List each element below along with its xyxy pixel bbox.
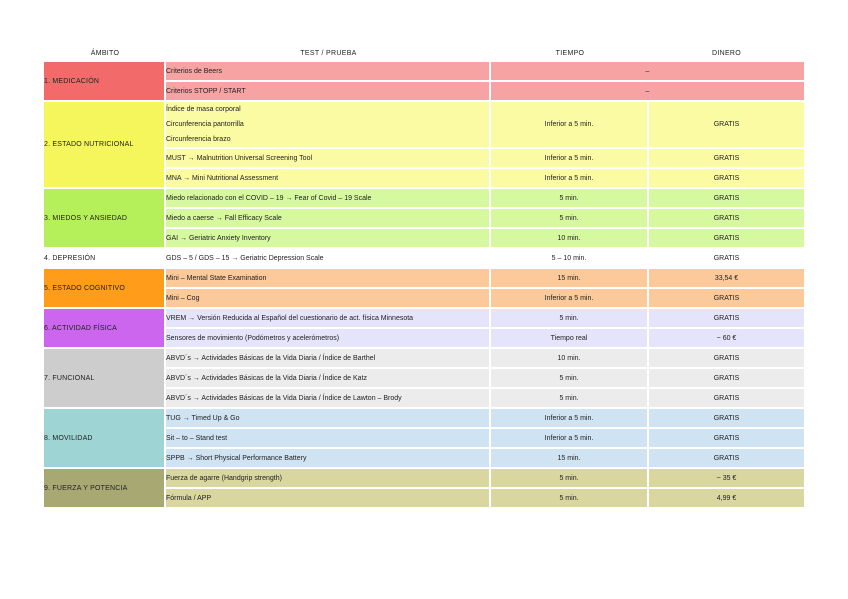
ambito-cell: 6. ACTIVIDAD FÍSICA xyxy=(44,309,166,347)
test-cell xyxy=(166,82,491,100)
test-name: Sit – to – Stand test xyxy=(166,434,228,442)
dinero-cell: GRATIS xyxy=(649,289,804,307)
tiempo-cell: 15 min. xyxy=(491,269,649,287)
test-cell xyxy=(166,229,491,247)
table-row xyxy=(44,249,804,267)
test-cell xyxy=(166,309,491,327)
test-name: Mini – Mental State Examination xyxy=(166,274,267,282)
test-name: Criterios de Beers xyxy=(166,67,223,75)
test-name: Fórmula / APP xyxy=(166,494,212,502)
tiempo-cell: Inferior a 5 min. xyxy=(491,169,649,187)
test-cell xyxy=(166,169,491,187)
table-row xyxy=(44,269,804,287)
tiempo-cell: Inferior a 5 min. xyxy=(491,149,649,167)
tiempo-cell: 5 min. xyxy=(491,189,649,207)
tiempo-cell: Inferior a 5 min. xyxy=(491,289,649,307)
test-name: MUST → Malnutrition Universal Screening Tool xyxy=(166,154,313,162)
test-name: GAI → Geriatric Anxiety Inventory xyxy=(166,234,271,242)
dinero-cell: ~ 35 € xyxy=(649,469,804,487)
table-row xyxy=(44,349,804,367)
tiempo-cell: Tiempo real xyxy=(491,329,649,347)
tiempo-cell: 5 min. xyxy=(491,469,649,487)
dinero-cell: GRATIS xyxy=(649,169,804,187)
test-name: ABVD´s → Actividades Básicas de la Vida Diaria / Índice de Lawton – Brody xyxy=(166,394,402,402)
table-row xyxy=(44,189,804,207)
test-name: TUG → Timed Up & Go xyxy=(166,414,240,422)
test-name: SPPB → Short Physical Performance Battery xyxy=(166,454,307,462)
test-name: ABVD´s → Actividades Básicas de la Vida Diaria / Índice de Katz xyxy=(166,374,368,382)
dinero-cell: 4,99 € xyxy=(649,489,804,507)
ambito-cell: 5. ESTADO COGNITIVO xyxy=(44,269,166,307)
dinero-cell: 33,54 € xyxy=(649,269,804,287)
test-name: Circunferencia brazo xyxy=(166,136,231,143)
test-name: Circunferencia pantorrilla xyxy=(166,121,244,128)
tiempo-cell: Inferior a 5 min. xyxy=(491,409,649,427)
dinero-cell: GRATIS xyxy=(649,102,804,147)
test-cell xyxy=(166,189,491,207)
dinero-cell: GRATIS xyxy=(649,389,804,407)
table-row xyxy=(44,102,804,147)
test-cell xyxy=(166,269,491,287)
test-name: Criterios STOPP / START xyxy=(166,87,246,95)
table-body xyxy=(44,62,804,507)
dinero-cell: GRATIS xyxy=(649,349,804,367)
tiempo-cell: 5 min. xyxy=(491,309,649,327)
test-name: ABVD´s → Actividades Básicas de la Vida Diaria / Índice de Barthel xyxy=(166,354,376,362)
tiempo-cell: 10 min. xyxy=(491,349,649,367)
ambito-cell: 9. FUERZA Y POTENCIA xyxy=(44,469,166,507)
test-cell xyxy=(166,102,491,147)
table-row xyxy=(44,409,804,427)
table-row xyxy=(44,309,804,327)
test-cell xyxy=(166,369,491,387)
header-dinero: DINERO xyxy=(711,49,742,57)
tiempo-dinero-merged-cell: – xyxy=(491,82,804,100)
tiempo-cell: Inferior a 5 min. xyxy=(491,102,649,147)
ambito-cell: 4. DEPRESIÓN xyxy=(44,249,166,267)
ambito-cell: 1. MEDICACIÓN xyxy=(44,62,166,100)
test-cell xyxy=(166,389,491,407)
test-cell xyxy=(166,289,491,307)
ambito-cell: 7. FUNCIONAL xyxy=(44,349,166,407)
test-cell xyxy=(166,149,491,167)
dinero-cell: ~ 60 € xyxy=(649,329,804,347)
dinero-cell: GRATIS xyxy=(649,309,804,327)
dinero-cell: GRATIS xyxy=(649,449,804,467)
test-name: Mini – Cog xyxy=(166,294,200,302)
ambito-cell: 3. MIEDOS Y ANSIEDAD xyxy=(44,189,166,247)
tiempo-cell: 5 min. xyxy=(491,209,649,227)
dinero-cell: GRATIS xyxy=(649,429,804,447)
tiempo-cell: 5 – 10 min. xyxy=(491,249,649,267)
header-test: TEST / PRUEBA xyxy=(300,49,357,57)
test-cell xyxy=(166,249,491,267)
test-cell xyxy=(166,409,491,427)
tiempo-cell: Inferior a 5 min. xyxy=(491,429,649,447)
test-name: Miedo relacionado con el COVID – 19 → Fear of Covid – 19 Scale xyxy=(166,194,372,202)
table-row xyxy=(44,62,804,80)
tiempo-dinero-merged-cell: – xyxy=(491,62,804,80)
ambito-cell: 8. MOVILIDAD xyxy=(44,409,166,467)
dinero-cell: GRATIS xyxy=(649,189,804,207)
test-cell xyxy=(166,429,491,447)
test-name: Miedo a caerse → Fall Efficacy Scale xyxy=(166,214,282,222)
test-cell xyxy=(166,489,491,507)
dinero-cell: GRATIS xyxy=(649,369,804,387)
dinero-cell: GRATIS xyxy=(649,149,804,167)
test-name: Sensores de movimiento (Podómetros y acelerómetros) xyxy=(166,334,340,342)
dinero-cell: GRATIS xyxy=(649,249,804,267)
test-cell xyxy=(166,209,491,227)
dinero-cell: GRATIS xyxy=(649,209,804,227)
tiempo-cell: 5 min. xyxy=(491,369,649,387)
test-cell xyxy=(166,329,491,347)
test-cell xyxy=(166,62,491,80)
test-name: VREM → Versión Reducida al Español del cuestionario de act. física Minnesota xyxy=(166,314,414,322)
test-name: GDS – 5 / GDS – 15 → Geriatric Depression Scale xyxy=(166,254,324,262)
test-name: Índice de masa corporal xyxy=(166,106,241,113)
assessment-table xyxy=(44,44,804,509)
test-cell xyxy=(166,349,491,367)
test-name: MNA → Mini Nutritional Assessment xyxy=(166,174,279,182)
header-tiempo: TIEMPO xyxy=(555,49,585,57)
tiempo-cell: 15 min. xyxy=(491,449,649,467)
header-ambito: ÁMBITO xyxy=(90,49,120,57)
tiempo-cell: 5 min. xyxy=(491,389,649,407)
header-row xyxy=(44,46,804,60)
table-row xyxy=(44,469,804,487)
test-cell xyxy=(166,469,491,487)
tiempo-cell: 5 min. xyxy=(491,489,649,507)
tiempo-cell: 10 min. xyxy=(491,229,649,247)
ambito-cell: 2. ESTADO NUTRICIONAL xyxy=(44,102,166,187)
dinero-cell: GRATIS xyxy=(649,409,804,427)
table-header xyxy=(44,46,804,60)
dinero-cell: GRATIS xyxy=(649,229,804,247)
test-cell xyxy=(166,449,491,467)
test-name: Fuerza de agarre (Handgrip strength) xyxy=(166,474,282,482)
